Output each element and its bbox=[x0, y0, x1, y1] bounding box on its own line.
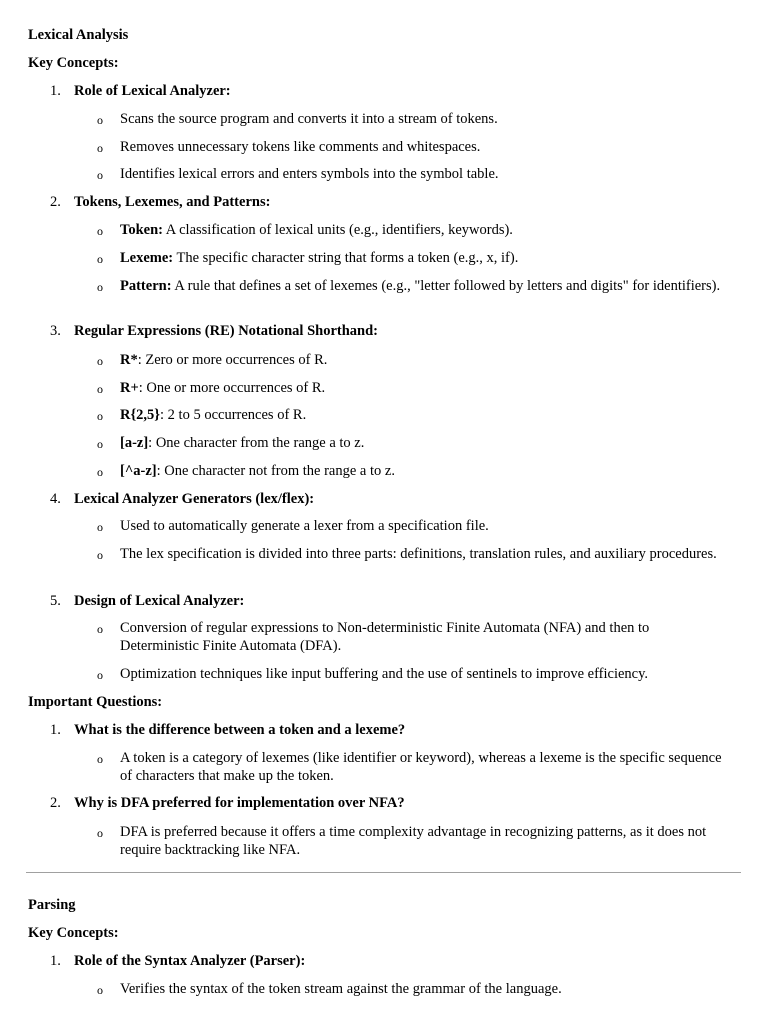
item-title: Tokens, Lexemes, and Patterns: bbox=[74, 194, 271, 210]
list-item: R{2,5}: 2 to 5 occurrences of R. bbox=[120, 407, 307, 423]
list-item: Conversion of regular expressions to Non-deterministic Finite Automata (NFA) and then to Deterministic Finite Automata (DFA). bbox=[120, 620, 650, 654]
item-title: Role of Lexical Analyzer: bbox=[74, 83, 231, 99]
bullet-icon: o bbox=[97, 354, 103, 368]
list-item: A token is a category of lexemes (like identifier or keyword), whereas a lexeme is the specific sequence of characters that make up the token. bbox=[120, 750, 722, 784]
item-number: 1. bbox=[50, 83, 61, 99]
bullet-icon: o bbox=[97, 437, 103, 451]
question-number: 2. bbox=[50, 795, 61, 811]
question-number: 1. bbox=[50, 722, 61, 738]
list-item: [a-z]: One character from the range a to z. bbox=[120, 435, 365, 451]
list-item: Used to automatically generate a lexer from a specification file. bbox=[120, 518, 489, 534]
section-title: Lexical Analysis bbox=[28, 27, 129, 43]
question-title: Why is DFA preferred for implementation over NFA? bbox=[74, 795, 405, 811]
bullet-icon: o bbox=[97, 520, 103, 534]
key-concepts-heading: Key Concepts: bbox=[28, 925, 119, 941]
list-item: Verifies the syntax of the token stream against the grammar of the language. bbox=[120, 981, 562, 997]
bullet-icon: o bbox=[97, 826, 103, 840]
item-title: Lexical Analyzer Generators (lex/flex): bbox=[74, 491, 315, 507]
list-item: [^a-z]: One character not from the range a to z. bbox=[120, 463, 395, 479]
item-number: 3. bbox=[50, 323, 61, 339]
section-divider bbox=[26, 872, 741, 873]
item-number: 2. bbox=[50, 194, 61, 210]
key-concepts-heading: Key Concepts: bbox=[28, 55, 119, 71]
item-number: 4. bbox=[50, 491, 61, 507]
bullet-icon: o bbox=[97, 141, 103, 155]
list-item: Optimization techniques like input buffering and the use of sentinels to improve efficiency. bbox=[120, 666, 649, 682]
item-number: 1. bbox=[50, 953, 61, 969]
list-item: R*: Zero or more occurrences of R. bbox=[120, 352, 328, 368]
bullet-icon: o bbox=[97, 668, 103, 682]
bullet-icon: o bbox=[97, 622, 103, 636]
item-title: Role of the Syntax Analyzer (Parser): bbox=[74, 953, 306, 969]
bullet-icon: o bbox=[97, 409, 103, 423]
list-item: Scans the source program and converts it into a stream of tokens. bbox=[120, 111, 498, 127]
list-item: R+: One or more occurrences of R. bbox=[120, 380, 326, 396]
list-item: Lexeme: The specific character string that forms a token (e.g., x, if). bbox=[120, 250, 519, 266]
list-item: Removes unnecessary tokens like comments and whitespaces. bbox=[120, 139, 481, 155]
bullet-icon: o bbox=[97, 752, 103, 766]
list-item: DFA is preferred because it offers a time complexity advantage in recognizing patterns, as it does not require backtracking like NFA. bbox=[120, 824, 707, 858]
bullet-icon: o bbox=[97, 252, 103, 266]
list-item: The lex specification is divided into three parts: definitions, translation rules, and auxiliary procedures. bbox=[120, 546, 717, 562]
bullet-icon: o bbox=[97, 983, 103, 997]
section-title: Parsing bbox=[28, 897, 76, 913]
question-title: What is the difference between a token and a lexeme? bbox=[74, 722, 406, 738]
bullet-icon: o bbox=[97, 113, 103, 127]
list-item: Pattern: A rule that defines a set of lexemes (e.g., "letter followed by letters and digits" for identifiers). bbox=[120, 278, 721, 294]
bullet-icon: o bbox=[97, 382, 103, 396]
list-item: Identifies lexical errors and enters symbols into the symbol table. bbox=[120, 166, 499, 182]
item-number: 5. bbox=[50, 593, 61, 609]
important-questions-heading: Important Questions: bbox=[28, 694, 163, 710]
bullet-icon: o bbox=[97, 224, 103, 238]
item-title: Regular Expressions (RE) Notational Shorthand: bbox=[74, 323, 379, 339]
bullet-icon: o bbox=[97, 168, 103, 182]
bullet-icon: o bbox=[97, 465, 103, 479]
bullet-icon: o bbox=[97, 280, 103, 294]
list-item: Token: A classification of lexical units (e.g., identifiers, keywords). bbox=[120, 222, 513, 238]
bullet-icon: o bbox=[97, 548, 103, 562]
item-title: Design of Lexical Analyzer: bbox=[74, 593, 245, 609]
